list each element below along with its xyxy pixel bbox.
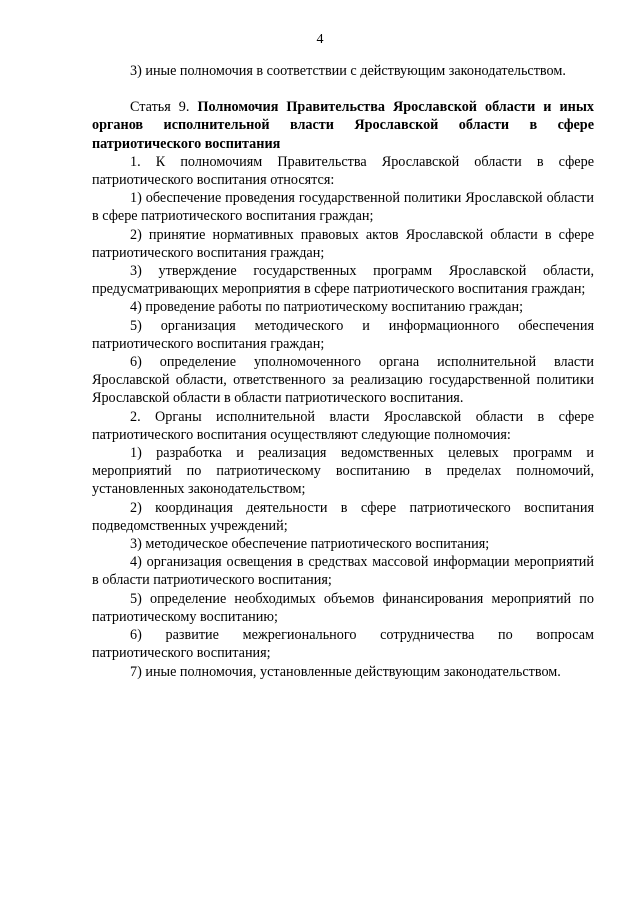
section1-item: 1) обеспечение проведения государственной политики Ярославской области в сфере патриотического воспитания граждан; (92, 190, 594, 225)
section1-item: 4) проведение работы по патриотическому воспитанию граждан; (130, 299, 524, 316)
intro-item: 3) иные полномочия в соответствии с действующим законодательством. (130, 63, 566, 79)
section2-item: 4) организация освещения в средствах массовой информации мероприятий в области патриотического воспитания; (92, 554, 594, 589)
section1-item: 3) утверждение государственных программ Ярославской области, предусматривающих мероприятия в сфере патриотического воспитания граждан; (92, 263, 594, 298)
article-label: Статья 9. (130, 99, 190, 116)
article-heading (92, 98, 594, 153)
section2-item: 5) определение необходимых объемов финансирования мероприятий по патриотическому воспитанию; (92, 590, 594, 625)
section1-item: 5) организация методического и информационного обеспечения патриотического воспитания граждан; (92, 317, 594, 352)
section1-lead: 1. К полномочиям Правительства Ярославской области в сфере патриотического воспитания относятся: (92, 153, 594, 189)
section2-item: 1) разработка и реализация ведомственных целевых программ и мероприятий по патриотическому воспитанию в пределах полномочий, установленных законодательством; (92, 445, 594, 498)
section2-item: 3) методическое обеспечение патриотического воспитания; (130, 536, 490, 553)
section2-lead: 2. Органы исполнительной власти Ярославской области в сфере патриотического воспитания осуществляют следующие полномочия: (92, 408, 594, 443)
section1-item: 6) определение уполномоченного органа исполнительной власти Ярославской области, ответственного за реализацию государственной политики Ярославской области в области патриотического воспитания. (92, 354, 594, 407)
section2-item: 2) координация деятельности в сфере патриотического воспитания подведомственных учреждений; (92, 499, 594, 534)
section1-item: 2) принятие нормативных правовых актов Ярославской области в сфере патриотического воспитания граждан; (92, 226, 594, 261)
section2-item: 6) развитие межрегионального сотрудничества по вопросам патриотического воспитания; (92, 627, 594, 662)
page-number: 4 (316, 32, 324, 47)
section2-item: 7) иные полномочия, установленные действующим законодательством. (130, 663, 561, 680)
article-title: Полномочия Правительства Ярославской области и иных органов исполнительной власти Ярославской области в сфере патриотического воспитания (92, 99, 594, 152)
document-body (92, 62, 594, 681)
